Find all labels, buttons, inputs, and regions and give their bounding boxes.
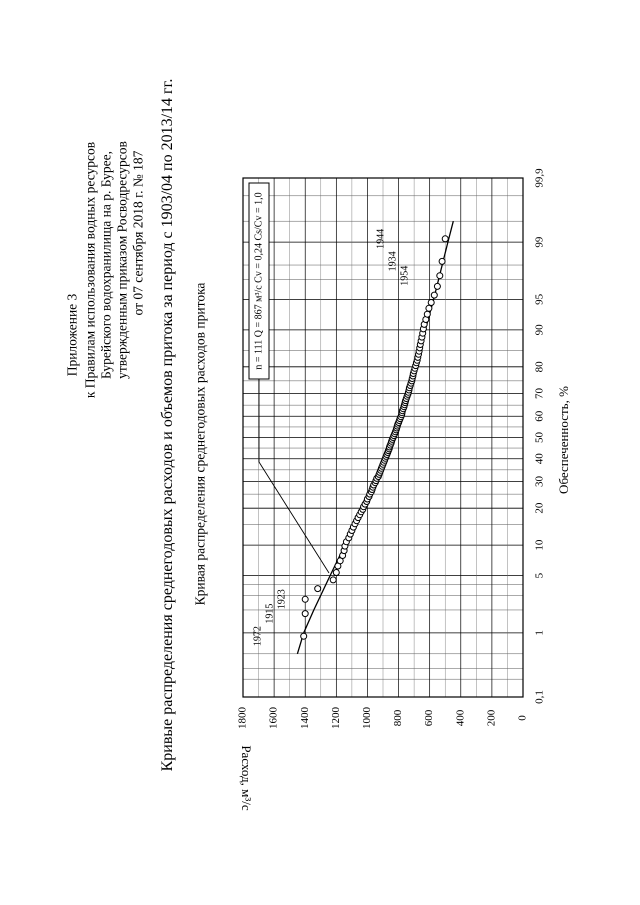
data-point <box>424 311 430 317</box>
data-point <box>428 300 434 306</box>
y-tick-label: 1800 <box>236 707 249 729</box>
year-label: 1915 <box>264 603 276 624</box>
chart-grid <box>243 178 523 697</box>
year-label: 1923 <box>276 589 288 610</box>
data-point <box>442 236 448 242</box>
x-tick-label: 5 <box>533 572 546 579</box>
year-label: 1972 <box>252 626 264 647</box>
data-point <box>301 633 307 639</box>
x-tick-label: 99,9 <box>533 168 546 188</box>
x-tick-label: 80 <box>533 361 546 373</box>
x-tick-label: 1 <box>533 630 546 636</box>
x-tick-label: 60 <box>533 410 546 422</box>
data-point <box>315 586 321 592</box>
x-tick-label: 95 <box>533 293 546 305</box>
data-point <box>434 283 440 289</box>
appendix-line-1: к Правилам использования водных ресурсов <box>82 141 98 399</box>
y-tick-label: 200 <box>485 709 498 727</box>
data-point <box>426 305 432 311</box>
y-tick-label: 1400 <box>298 707 311 729</box>
legend-leader-line <box>259 379 329 573</box>
y-tick-label: 0 <box>516 715 529 721</box>
x-axis-title: Обеспеченность, % <box>555 386 571 494</box>
data-point <box>333 570 339 576</box>
data-point <box>439 258 445 264</box>
legend-text: n = 111 Q = 867 м³/с Cv = 0,24 Cs/Cv = 1,0 <box>253 192 265 370</box>
y-axis-title: Расход, м³/с <box>239 745 255 811</box>
y-tick-label: 800 <box>392 709 405 727</box>
x-tick-label: 50 <box>533 432 546 443</box>
y-tick-label: 400 <box>454 709 467 727</box>
x-tick-label: 90 <box>533 324 546 336</box>
x-tick-label: 0,1 <box>533 690 546 704</box>
appendix-number: Приложение 3 <box>64 293 80 377</box>
x-tick-label: 70 <box>533 387 546 399</box>
appendix-line-3: утвержденным приказом Росводресурсов <box>114 141 130 379</box>
x-tick-label: 40 <box>533 453 546 465</box>
data-point <box>330 577 336 583</box>
appendix-line-4: от 07 сентября 2018 г. № 187 <box>130 150 146 316</box>
x-tick-label: 20 <box>533 502 546 514</box>
x-tick-label: 10 <box>533 539 546 551</box>
x-tick-label: 30 <box>533 476 546 488</box>
year-label: 1954 <box>399 265 411 286</box>
year-label: 1944 <box>375 228 387 249</box>
data-point <box>302 596 308 602</box>
year-label: 1934 <box>387 251 399 272</box>
data-point <box>431 292 437 298</box>
y-tick-label: 1600 <box>267 707 280 729</box>
y-tick-label: 1000 <box>360 707 373 729</box>
data-point <box>437 273 443 279</box>
x-tick-label: 99 <box>533 236 546 248</box>
y-tick-label: 1200 <box>329 707 342 729</box>
chart-subtitle: Кривая распределения среднегодовых расходов притока <box>192 282 208 606</box>
data-point <box>302 611 308 617</box>
main-title: Кривые распределения среднегодовых расходов и объемов притока за период с 1903/04 по 2013/14 гг. <box>159 78 176 772</box>
appendix-line-2: Бурейского водохранилища на р. Бурее, <box>98 150 114 380</box>
y-tick-label: 600 <box>423 709 436 727</box>
